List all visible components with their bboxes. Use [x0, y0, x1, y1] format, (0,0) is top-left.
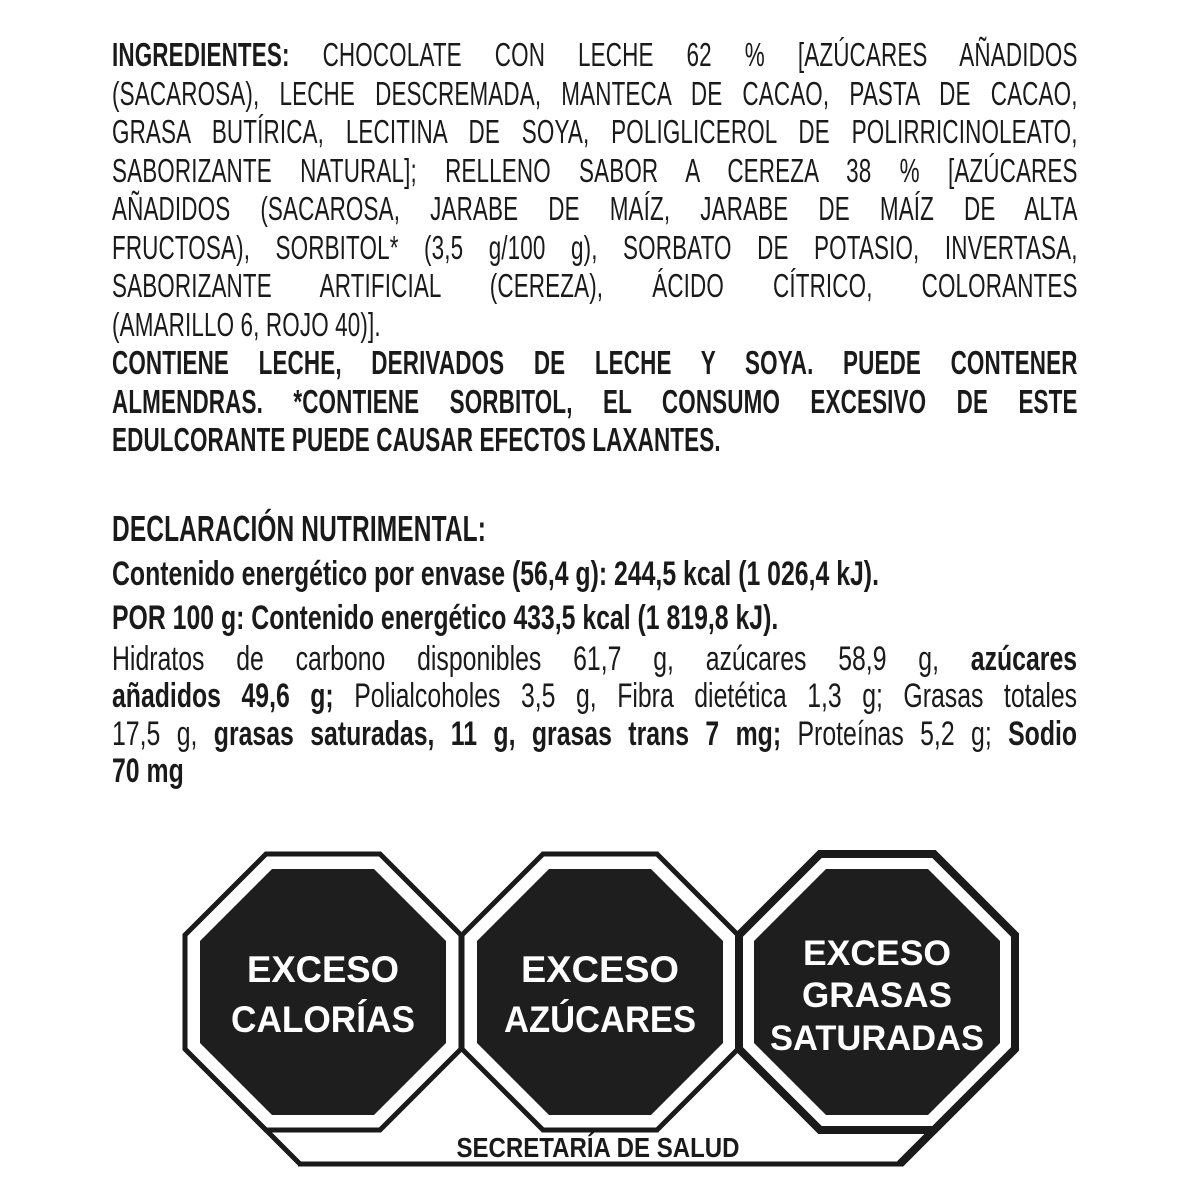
- detail-text: Hidratos de carbono disponibles 61,7 g, azúcares 58,9 g,: [112, 639, 971, 678]
- warning-seals-graphic: [150, 840, 1050, 1190]
- ingredients-line: [112, 36, 1078, 75]
- seal-text-line: EXCESO: [521, 949, 679, 990]
- nutrition-detail-line: [112, 716, 1077, 754]
- ingredients-line: FRUCTOSA), SORBITOL* (3,5 g/100 g), SORBATO DE POTASIO, INVERTASA,: [112, 228, 1078, 266]
- seal-text-line: AZÚCARES: [504, 999, 710, 1040]
- ingredients-line1-text: CHOCOLATE CON LECHE 62 % [AZÚCARES AÑADIDOS: [289, 36, 1078, 73]
- authority-label: SECRETARÍA DE SALUD: [456, 1132, 740, 1163]
- allergen-line-last: EDULCORANTE PUEDE CAUSAR EFECTOS LAXANTES.: [112, 421, 721, 458]
- seal-exceso-grasas-saturadas: [739, 854, 1015, 1130]
- energy-per-100g-line: POR 100 g: Contenido energético 433,5 kcal (1 819,8 kJ).: [112, 598, 779, 637]
- ingredients-line: SABORIZANTE ARTIFICIAL (CEREZA), ÁCIDO CÍTRICO, COLORANTES: [112, 267, 1078, 304]
- seal-inner-octagon: [200, 869, 446, 1115]
- nutrition-detail-line-last: 70 mg: [112, 752, 184, 790]
- seal-inner-octagon: [477, 869, 723, 1115]
- detail-text-bold: grasas saturadas, 11 g, grasas trans 7 mg;: [213, 714, 782, 753]
- ingredients-label: INGREDIENTES:: [112, 36, 290, 73]
- ingredients-line: (SACAROSA), LECHE DESCREMADA, MANTECA DE CACAO, PASTA DE CACAO,: [112, 74, 1078, 112]
- nutrition-detail: [112, 641, 1077, 791]
- nutrition-detail-line: [112, 678, 1077, 716]
- seal-text-line: EXCESO: [803, 934, 951, 973]
- allergen-line: ALMENDRAS. *CONTIENE SORBITOL, EL CONSUMO EXCESIVO DE ESTE: [112, 382, 1078, 420]
- label-text-column: [112, 36, 1102, 791]
- detail-text: Polialcoholes 3,5 g, Fibra dietética 1,3 g; Grasas totales: [333, 677, 1078, 715]
- seal-text-line: CALORÍAS: [231, 999, 415, 1040]
- detail-text-bold: azúcares: [970, 639, 1078, 678]
- ingredients-line: AÑADIDOS (SACAROSA, JARABE DE MAÍZ, JARABE DE MAÍZ DE ALTA: [112, 190, 1078, 227]
- seal-exceso-azucares: [462, 854, 738, 1130]
- allergen-line: CONTIENE LECHE, DERIVADOS DE LECHE Y SOYA. PUEDE CONTENER: [112, 344, 1078, 381]
- energy-per-package-line: Contenido energético por envase (56,4 g): 244,5 kcal (1 026,4 kJ).: [112, 554, 879, 593]
- detail-text: Proteínas 5,2 g;: [781, 714, 1009, 753]
- seal-text-line: GRASAS: [802, 976, 952, 1015]
- detail-text-bold: Sodio: [1008, 714, 1078, 753]
- ingredients-line-last: (AMARILLO 6, ROJO 40)].: [112, 305, 381, 343]
- seal-text-line: SATURADAS: [770, 1019, 984, 1058]
- ingredients-line: GRASA BUTÍRICA, LECITINA DE SOYA, POLIGLICEROL DE POLIRRICINOLEATO,: [112, 113, 1078, 150]
- seal-exceso-calorias: [185, 854, 461, 1130]
- nutrition-declaration-title: DECLARACIÓN NUTRIMENTAL:: [112, 507, 487, 549]
- detail-text-bold: añadidos 49,6 g;: [112, 677, 334, 715]
- seal-text-line: EXCESO: [247, 949, 399, 990]
- detail-text: 17,5 g,: [112, 714, 214, 753]
- ingredients-section: [112, 36, 1078, 460]
- nutrition-detail-line: [112, 641, 1077, 679]
- ingredients-line: SABORIZANTE NATURAL]; RELLENO SABOR A CEREZA 38 % [AZÚCARES: [112, 151, 1078, 189]
